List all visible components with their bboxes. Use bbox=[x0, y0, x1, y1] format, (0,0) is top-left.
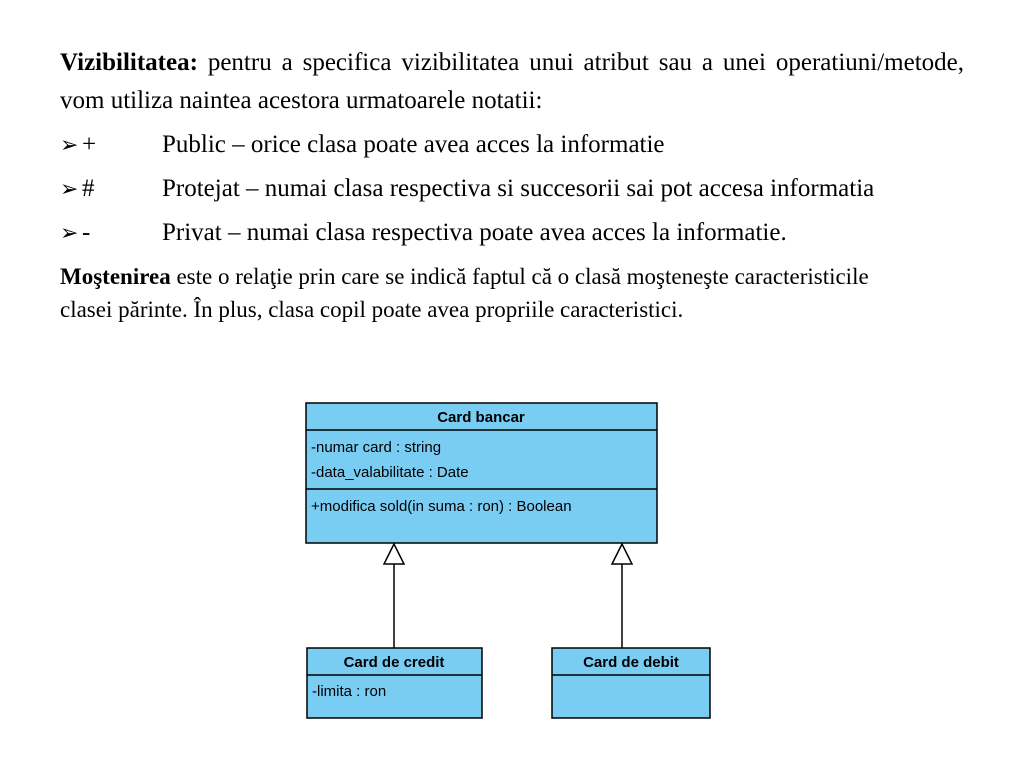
generalization-arrow-credit bbox=[384, 544, 404, 648]
bullet-text: Privat – numai clasa respectiva poate avea acces la informatie. bbox=[162, 219, 787, 246]
visibility-heading: Vizibilitatea: bbox=[60, 49, 198, 76]
class-attribute: -numar card : string bbox=[311, 439, 442, 456]
bullet-symbol: - bbox=[82, 219, 91, 246]
arrow-bullet-icon: ➢ bbox=[60, 176, 79, 201]
bullet-text: Public – orice clasa poate avea acces la informatie bbox=[162, 131, 665, 158]
class-card-bancar bbox=[306, 403, 657, 543]
arrow-bullet-icon: ➢ bbox=[60, 220, 79, 245]
class-card-de-credit bbox=[307, 648, 482, 718]
bullet-symbol: # bbox=[82, 175, 95, 202]
inheritance-heading: Moştenirea bbox=[60, 264, 171, 289]
arrow-bullet-icon: ➢ bbox=[60, 132, 79, 157]
class-name: Card de credit bbox=[343, 654, 445, 671]
class-attribute: -limita : ron bbox=[312, 683, 387, 700]
class-card-de-debit bbox=[552, 648, 710, 718]
hollow-triangle-icon bbox=[384, 544, 404, 564]
class-operation: +modifica sold(in suma : ron) : Boolean bbox=[311, 498, 572, 515]
hollow-triangle-icon bbox=[612, 544, 632, 564]
bullet-symbol: + bbox=[82, 131, 97, 158]
inheritance-text: este o relaţie prin care se indică faptul că o clasă moşteneşte caracteristicile clasei părinte. În plus, clasa copil poate avea propriile caracteristici. bbox=[60, 264, 869, 322]
class-attribute: -data_valabilitate : Date bbox=[311, 464, 469, 481]
class-name: Card de debit bbox=[583, 654, 679, 671]
visibility-intro: pentru a specifica vizibilitatea unui atribut sau a unei operatiuni/metode, vom utiliza naintea acestora urmatoarele notatii: bbox=[60, 49, 964, 114]
bullet-text: Protejat – numai clasa respectiva si succesorii sai pot accesa informatia bbox=[162, 175, 875, 202]
class-name: Card bancar bbox=[437, 409, 525, 426]
generalization-arrow-debit bbox=[612, 544, 632, 648]
